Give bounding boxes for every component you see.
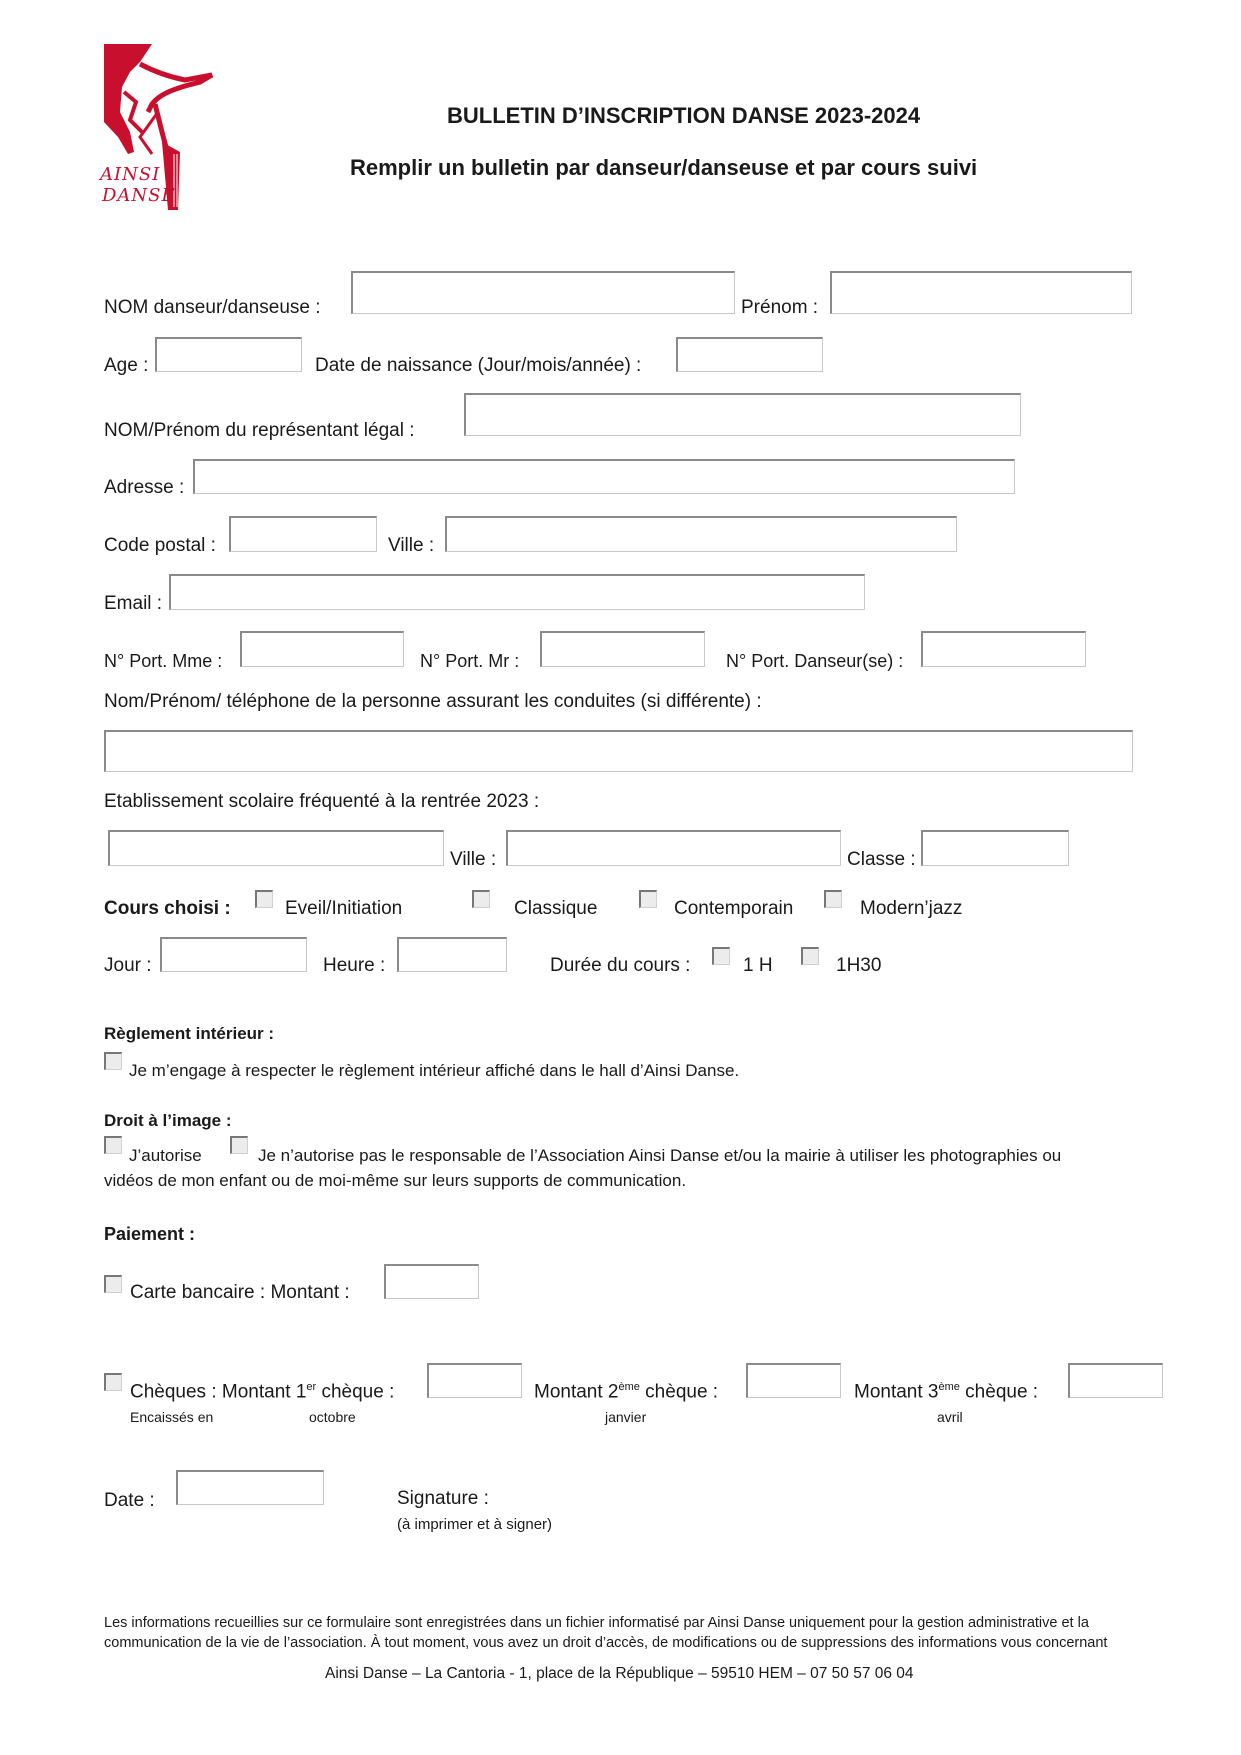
conduites-field[interactable] <box>104 730 1133 772</box>
duree-label: Durée du cours : <box>550 955 691 976</box>
paiement-heading: Paiement : <box>104 1224 196 1244</box>
signature-note: (à imprimer et à signer) <box>397 1516 553 1533</box>
conduites-label: Nom/Prénom/ téléphone de la personne assurant les conduites (si différente) : <box>104 691 762 712</box>
nom-label: NOM danseur/danseuse : <box>104 297 321 318</box>
signature-label: Signature : <box>397 1488 489 1509</box>
cheque1-label: Chèques : Montant 1er chèque : <box>130 1381 395 1403</box>
heure-label: Heure : <box>323 955 386 976</box>
date-label: Date : <box>104 1490 155 1511</box>
refuse-label-line1: Je n’autorise pas le responsable de l’Association Ainsi Danse et/ou la mairie à utiliser les photographies ou <box>258 1146 1062 1165</box>
classique-label: Classique <box>514 898 598 919</box>
footer-address: Ainsi Danse – La Cantoria - 1, place de la République – 59510 HEM – 07 50 57 06 04 <box>325 1665 914 1682</box>
nom-field[interactable] <box>351 271 735 314</box>
carte-label: Carte bancaire : Montant : <box>130 1282 350 1303</box>
reglement-checkbox[interactable] <box>104 1052 122 1070</box>
reglement-heading: Règlement intérieur : <box>104 1024 275 1043</box>
duree-1h-label: 1 H <box>743 955 773 976</box>
cheques-checkbox[interactable] <box>104 1373 122 1391</box>
duree-1h30-checkbox[interactable] <box>801 947 819 965</box>
autorise-label: J’autorise <box>129 1146 202 1165</box>
modern-jazz-checkbox[interactable] <box>824 890 842 908</box>
jour-field[interactable] <box>160 937 307 972</box>
heure-field[interactable] <box>397 937 507 972</box>
cheque2-field[interactable] <box>746 1363 841 1398</box>
representant-label: NOM/Prénom du représentant légal : <box>104 420 415 441</box>
encaisses-label: Encaissés en <box>130 1409 214 1425</box>
prenom-field[interactable] <box>830 271 1132 314</box>
port-mme-field[interactable] <box>240 631 404 667</box>
cheque1-field[interactable] <box>427 1363 522 1398</box>
code-postal-label: Code postal : <box>104 535 216 556</box>
cours-label: Cours choisi : <box>104 898 231 919</box>
jour-label: Jour : <box>104 955 152 976</box>
cheque3-field[interactable] <box>1068 1363 1163 1398</box>
contemporain-label: Contemporain <box>674 898 794 919</box>
code-postal-field[interactable] <box>229 516 377 552</box>
footer-line2: communication de la vie de l’association. À tout moment, vous avez un droit d’accès, de modifications ou de suppressions des informations vous concernant <box>104 1635 1108 1651</box>
droit-image-heading: Droit à l’image : <box>104 1111 232 1130</box>
mois-octobre: octobre <box>309 1409 356 1425</box>
cheque2-label: Montant 2ème chèque : <box>534 1381 719 1403</box>
cheque3-label: Montant 3ème chèque : <box>854 1381 1039 1403</box>
modern-jazz-label: Modern’jazz <box>860 898 963 919</box>
ville-field[interactable] <box>445 516 957 552</box>
date-naissance-field[interactable] <box>676 337 823 372</box>
refuse-label-line2: vidéos de mon enfant ou de moi-même sur leurs supports de communication. <box>104 1171 687 1190</box>
date-naissance-label: Date de naissance (Jour/mois/année) : <box>315 355 642 376</box>
port-mme-label: N° Port. Mme : <box>104 651 223 671</box>
duree-1h30-label: 1H30 <box>836 955 882 976</box>
footer-line1: Les informations recueillies sur ce formulaire sont enregistrées dans un fichier informatisé par Ainsi Danse uniquement pour la gestion administrative et la <box>104 1615 1089 1631</box>
logo-text-danse: DANSE <box>102 185 176 206</box>
email-field[interactable] <box>169 574 865 610</box>
page-title: BULLETIN D’INSCRIPTION DANSE 2023-2024 <box>447 103 921 128</box>
ville-label: Ville : <box>388 535 435 556</box>
mois-avril: avril <box>937 1409 963 1425</box>
port-danseur-field[interactable] <box>921 631 1086 667</box>
carte-montant-field[interactable] <box>384 1264 479 1299</box>
reglement-text: Je m’engage à respecter le règlement intérieur affiché dans le hall d’Ainsi Danse. <box>129 1061 740 1080</box>
autorise-checkbox[interactable] <box>104 1136 122 1154</box>
carte-checkbox[interactable] <box>104 1275 122 1293</box>
port-danseur-label: N° Port. Danseur(se) : <box>726 651 904 671</box>
etablissement-ville-label: Ville : <box>450 849 497 870</box>
prenom-label: Prénom : <box>741 297 819 318</box>
eveil-label: Eveil/Initiation <box>285 898 403 919</box>
etablissement-field[interactable] <box>108 830 444 866</box>
age-field[interactable] <box>155 337 302 372</box>
email-label: Email : <box>104 593 163 614</box>
adresse-label: Adresse : <box>104 477 185 498</box>
representant-field[interactable] <box>464 393 1021 436</box>
classique-checkbox[interactable] <box>472 890 490 908</box>
page-subtitle: Remplir un bulletin par danseur/danseuse et par cours suivi <box>350 155 978 180</box>
logo <box>100 42 225 212</box>
age-label: Age : <box>104 355 149 376</box>
eveil-checkbox[interactable] <box>255 890 273 908</box>
contemporain-checkbox[interactable] <box>639 890 657 908</box>
classe-field[interactable] <box>921 830 1069 866</box>
port-mr-field[interactable] <box>540 631 705 667</box>
logo-text-ainsi: AINSI <box>100 164 161 185</box>
refuse-checkbox[interactable] <box>230 1136 248 1154</box>
port-mr-label: N° Port. Mr : <box>420 651 520 671</box>
duree-1h-checkbox[interactable] <box>712 947 730 965</box>
classe-label: Classe : <box>847 849 916 870</box>
date-field[interactable] <box>176 1470 324 1505</box>
etablissement-ville-field[interactable] <box>506 830 841 866</box>
mois-janvier: janvier <box>605 1409 647 1425</box>
etablissement-label: Etablissement scolaire fréquenté à la rentrée 2023 : <box>104 791 540 812</box>
adresse-field[interactable] <box>193 459 1015 494</box>
